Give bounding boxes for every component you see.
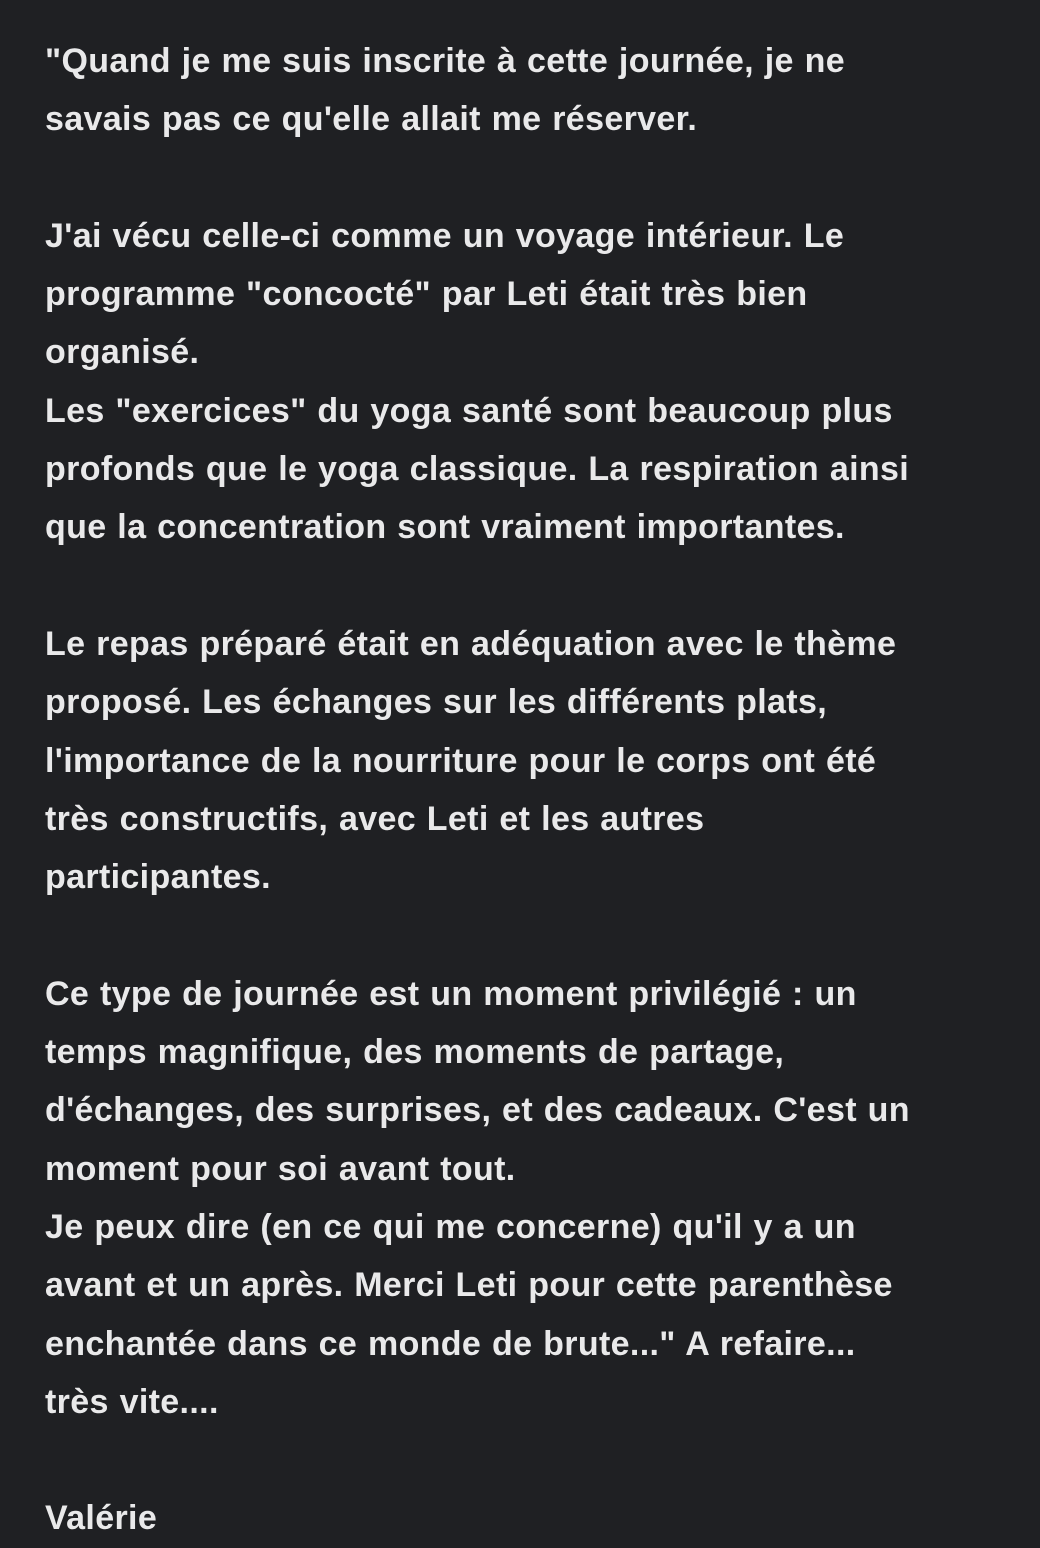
paragraph-day xyxy=(45,965,1005,1431)
text-line: d'échanges, des surprises, et des cadeaux. C'est un xyxy=(45,1091,910,1130)
text-line: l'importance de la nourriture pour le corps ont été xyxy=(45,741,877,780)
paragraph-meal xyxy=(45,615,1005,906)
text-line: Le repas préparé était en adéquation avec le thème xyxy=(45,624,897,663)
text-line: Ce type de journée est un moment privilégié : un xyxy=(45,974,857,1013)
text-line: participantes. xyxy=(45,858,271,897)
text-line: Je peux dire (en ce qui me concerne) qu'il y a un xyxy=(45,1207,856,1246)
text-line: J'ai vécu celle-ci comme un voyage intérieur. Le xyxy=(45,216,845,255)
text-line: profonds que le yoga classique. La respiration ainsi xyxy=(45,450,910,489)
paragraph-program xyxy=(45,207,1005,557)
text-line: Les "exercices" du yoga santé sont beaucoup plus xyxy=(45,391,893,430)
text-line: temps magnifique, des moments de partage, xyxy=(45,1033,785,1072)
text-line: moment pour soi avant tout. xyxy=(45,1149,516,1188)
text-line: savais pas ce qu'elle allait me réserver. xyxy=(45,100,698,139)
text-line: très constructifs, avec Leti et les autres xyxy=(45,799,705,838)
paragraph-intro xyxy=(45,32,1005,149)
text-line: programme "concocté" par Leti était très bien xyxy=(45,275,808,314)
author-name: Valérie xyxy=(45,1499,158,1538)
author-signature xyxy=(45,1489,1005,1547)
text-line: "Quand je me suis inscrite à cette journée, je ne xyxy=(45,42,845,80)
text-line: avant et un après. Merci Leti pour cette parenthèse xyxy=(45,1266,893,1305)
text-line: que la concentration sont vraiment importantes. xyxy=(45,508,845,547)
text-line: proposé. Les échanges sur les différents plats, xyxy=(45,683,828,722)
text-line: organisé. xyxy=(45,333,200,372)
text-line: enchantée dans ce monde de brute..." A refaire... xyxy=(45,1324,856,1363)
text-line: très vite.... xyxy=(45,1382,219,1421)
testimonial-text xyxy=(45,32,1005,1548)
